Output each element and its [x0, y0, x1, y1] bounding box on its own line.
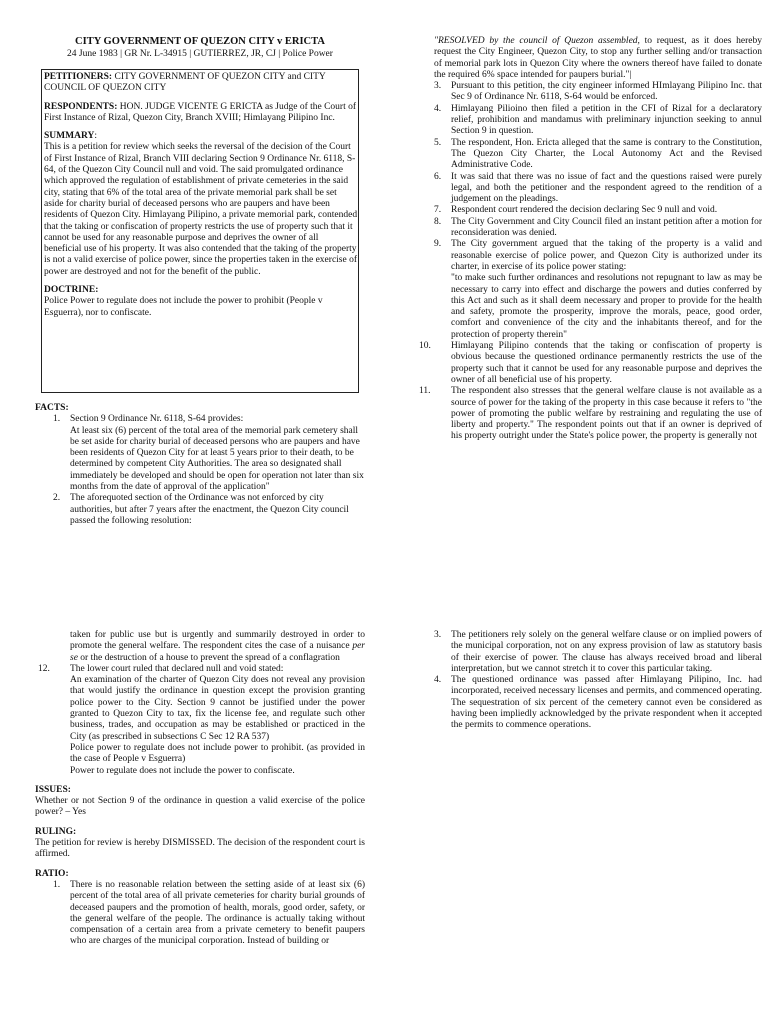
ruling-heading: RULING: [35, 826, 77, 837]
list-item: 12. The lower court ruled that declared null and void stated: An examination of the charter of Quezon City does not reveal any provision that would justify the ordinance in question except the provision granting police power to the City. Section 9 cannot be justified under the power granted to Quezon City to tax, fix the license fee, and regulate such other business, trades, and occupation as may be established or practiced in the City (as prescribed in subsections C Sec 12 RA 537) Police power to regulate does not include power to prohibit. (as provided in the case of People v Esguerra) Power to regulate does not include the power to confiscate. [38, 663, 365, 776]
list-item: 1. There is no reasonable relation between the setting aside of at least six (6) percent of the total area of all private cemeteries for charity burial grounds of deceased paupers and the promotion of health, morals, good order, safety, or the general welfare of the people. The ordinance is actually taking without compensation of a certain area from a private cemetery to benefit paupers who are charges of the municipal corporation. Instead of building or [53, 879, 365, 947]
case-subtitle: 24 June 1983 | GR Nr. L-34915 | GUTIERREZ, JR, CJ | Police Power [67, 49, 333, 59]
case-header [35, 36, 365, 60]
list-item: 6. It was said that there was no issue of fact and the questions raised were purely legal, and both the petitioner and the respondent agreed to the rendition of a judgement on the pleadings. [434, 171, 762, 205]
list-item: 4. The questioned ordinance was passed after Himlayang Pilipino, Inc. had incorporated, received necessary licenses and permits, and commenced operating. The sequestration of six percent of the cemetery cannot even be considered as having been impliedly acknowledged by the private respondent when it accepted the permits to commence operations. [434, 675, 762, 731]
summary-text: This is a petition for review which seeks the reversal of the decision of the Court of First Instance of Rizal, Branch VIII declaring Section 9 Ordinance Nr. 6118, S-64, of the Quezon City Council null and void. The said promulgated ordinance which approved the regulation of establishment of private cemeteries in the said city, stating that 6% of the total area of the private memorial park shall be set aside for charity burial of deceased persons who are paupers and have been residents of Quezon City. Himlayang Pilipino, a private memorial park, contended that the taking or confiscation of property restricts the use of property such that it cannot be used for any reasonable purpose and deprives the owner of all beneficial use of his property. It was also contended that the taking of the property is not a valid exercise of police power, since the properties taken in the exercise of power are destroyed and not for the benefit of the public. [44, 142, 358, 277]
lower-court-quote: An examination of the charter of Quezon City does not reveal any provision that would justify the ordinance in question except the provision granting police power to the City. Section 9 cannot be justified under the power granted to Quezon City to tax, fix the license fee, and regulate such other business, trades, and occupation as may be established or practiced in the City (as prescribed in subsections C Sec 12 RA 537) [70, 675, 365, 742]
list-item: 9. The City government argued that the taking of the property is a valid and reasonable exercise of police power, and Quezon City is authorized under its charter, in exercise of its police power stating: [434, 239, 762, 272]
ruling-section [35, 827, 365, 861]
issues-heading: ISSUES: [35, 784, 71, 795]
facts-list-continued [416, 81, 762, 273]
case-title: CITY GOVERNMENT OF QUEZON CITY v ERICTA [75, 36, 325, 47]
page-2 [0, 618, 768, 1024]
respondents-label: RESPONDENTS: [44, 101, 118, 112]
list-item: 3. The petitioners rely solely on the general welfare clause or on implied powers of the municipal corporation, not on any express provision of law as statutory basis of their exercise of power. The clause has always received broad and liberal interpretation, but we cannot stretch it to cover this particular taking. [434, 630, 762, 674]
issues-section [35, 785, 365, 819]
petitioners-section [44, 72, 358, 95]
facts-heading: FACTS: [35, 403, 69, 413]
petitioners-text: CITY GOVERNMENT OF QUEZON CITY and CITY COUNCIL OF QUEZON CITY [44, 72, 326, 94]
list-item: 5. The respondent, Hon. Ericta alleged that the same is contrary to the Constitution, The Quezon City Charter, the Local Autonomy Act and the Revised Administrative Code. [434, 137, 762, 171]
facts-list [35, 414, 365, 527]
item11-continuation: taken for public use but is urgently and summarily destroyed in order to promote the general welfare. The respondent cites the case of a nuisance per se or the destruction of a house to prevent the spread of a conflagration [70, 630, 365, 663]
list-item: 3. Pursuant to this petition, the city engineer informed HImlayang Pilipino Inc. that Sec 9 of Ordinance Nr. 6118, S-64 would be enforced. [434, 81, 762, 103]
left-column-page-2 [35, 630, 365, 948]
list-item: 11. The respondent also stresses that the general welfare clause is not available as a source of power for the taking of the property in this case because it refers to "the power of promoting the public welfare by restraining and regulating the use of liberty and property." The respondent points out that if an owner is deprived of his property outright under the State's police power, the property is generally not [419, 386, 762, 442]
resolution-quote: "RESOLVED by the council of Quezon assembled, to request, as it does hereby request the City Engineer, Quezon City, to stop any further selling and/or transaction of memorial park lots in Quezon City where the owners thereof have failed to donate the required 6% space intended for paupers burial."| [434, 36, 762, 80]
list-item [416, 273, 762, 341]
ratio-list-continued [416, 630, 762, 732]
summary-heading: SUMMARY: [44, 131, 97, 142]
charter-quote: "to make such further ordinances and resolutions not repugnant to law as may be necessary to carry into effect and discharge the powers and duties conferred by this Act and such as it shall deem necessary and proper to provide for the health and safety, promote the prosperity, improve the morals, peace, good order, comfort and convenience of the city and the inhabitants thereof, and for the protection of property therein" [451, 273, 762, 340]
doctrine-text: Police Power to regulate does not include the power to prohibit (People v Esguerra), nor to confiscate. [44, 296, 323, 318]
list-item: 2. The aforequoted section of the Ordinance was not enforced by city authorities, but after 7 years after the enactment, the Quezon City council passed the following resolution: [53, 493, 349, 526]
ordinance-quote: At least six (6) percent of the total area of the memorial park cemetery shall be set aside for charity burial of deceased persons who are paupers and have been residents of Quezon City for at least 5 years prior to their death, to be determined by competent City Authorities. The area so designated shall immediately be developed and should be open for operation not later than six months from the date of approval of the application" [70, 425, 364, 493]
doctrine-heading: DOCTRINE: [44, 285, 99, 296]
list-item: 1. Section 9 Ordinance Nr. 6118, S-64 provides: At least six (6) percent of the total area of the memorial park cemetery shall be set aside for charity burial of deceased persons who are paupers and have been residents of Quezon City for at least 5 years prior to their death, to be determined by competent City Authorities. The area so designated shall immediately be developed and should be open for operation not later than six months from the date of approval of the application" [53, 414, 364, 493]
right-column-page-2 [416, 630, 762, 732]
facts-section [35, 403, 365, 527]
ratio-heading: RATIO: [35, 868, 69, 879]
ruling-text: The petition for review is hereby DISMISSED. The decision of the respondent court is affirmed. [35, 838, 365, 860]
right-column-page-1 [416, 36, 762, 443]
respondents-section [44, 102, 358, 125]
list-item: 8. The City Government and City Council filed an instant petition after a motion for reconsideration was denied. [434, 216, 762, 239]
respondents-text: HON. JUDGE VICENTE G ERICTA as Judge of the Court of First Instance of Rizal, Quezon City, Branch XVIII; Himlayang Pilipino Inc. [44, 101, 357, 123]
list-item: 10. Himlayang Pilipino contends that the taking or confiscation of property is obvious because the questioned ordinance permanently restricts the use of the property such that it cannot be used for any reasonable purpose and deprives the owner of all beneficial use of his property. [419, 341, 762, 385]
list-item: 7. Respondent court rendered the decision declaring Sec 9 null and void. [434, 205, 718, 216]
case-summary-box [41, 69, 359, 393]
issues-text: Whether or not Section 9 of the ordinance in question a valid exercise of the police power? – Yes [35, 796, 365, 818]
ratio-section [35, 869, 365, 948]
list-item: 4. Himlayang Pilioino then filed a petition in the CFI of Rizal for a declaratory relief, prohibition and mandamus with preliminary injunction seeking to annul Section 9 in question. [434, 103, 762, 137]
petitioners-label: PETITIONERS: [44, 72, 113, 82]
